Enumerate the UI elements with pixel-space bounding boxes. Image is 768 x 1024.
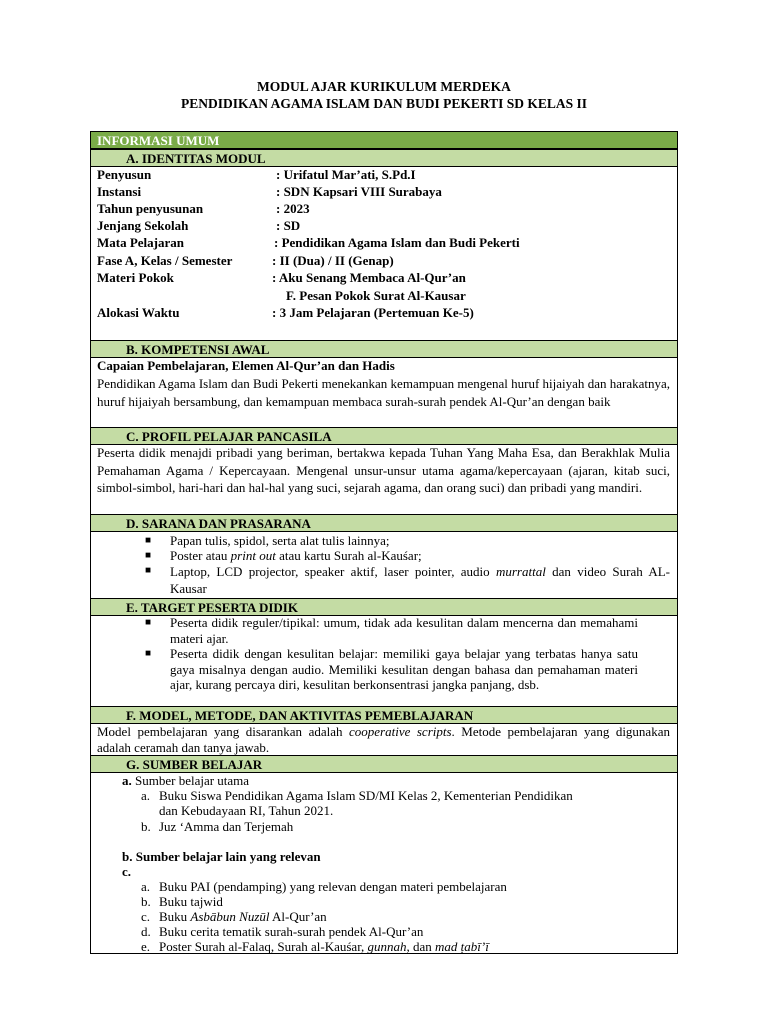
list-marker: e. — [141, 939, 151, 954]
list-item: Buku PAI (pendamping) yang relevan dengan materi pembelajaran — [159, 879, 507, 894]
list-marker: a. — [141, 788, 151, 803]
identitas-label: Instansi — [97, 184, 142, 199]
profil-text: Peserta didik menajdi pribadi yang beriman, bertakwa kepada Tuhan Yang Maha Esa, dan Berakhlak Mulia Pemahaman Agama / Kepercayaan. Mengenal unsur-unsur utama agama/kepercayaan (ajaran, kitab suci, simbol-simbol, hari-hari dan hal-hal yang suci, sejarah agama, dan orang suci) dan pribadi yang mandiri. — [97, 445, 670, 495]
list-marker: a. — [141, 879, 151, 894]
identitas-value: : Pendidikan Agama Islam dan Budi Pekerti — [274, 235, 520, 250]
identitas-value: : II (Dua) / II (Genap) — [272, 253, 394, 268]
list-item: Buku cerita tematik surah-surah pendek Al-Qur’an — [159, 924, 424, 939]
identitas-value: : 2023 — [276, 201, 310, 216]
list-item: Juz ‘Amma dan Terjemah — [159, 819, 294, 834]
section-informasi-umum: INFORMASI UMUM — [90, 131, 678, 149]
section-target-peserta: E. TARGET PESERTA DIDIK — [90, 598, 678, 616]
list-item: Papan tulis, spidol, serta alat tulis lainnya; — [170, 533, 390, 548]
identitas-label: Alokasi Waktu — [97, 305, 180, 320]
document-subtitle: PENDIDIKAN AGAMA ISLAM DAN BUDI PEKERTI SD KELAS II — [180, 96, 588, 111]
list-item: Buku Siswa Pendidikan Agama Islam SD/MI Kelas 2, Kementerian Pendidikan — [159, 788, 573, 803]
capaian-subtitle: Capaian Pembelajaran, Elemen Al-Qur’an dan Hadis — [97, 358, 395, 373]
list-marker: c. — [122, 864, 132, 879]
identitas-value: : SDN Kapsari VIII Surabaya — [276, 184, 442, 199]
identitas-label: Mata Pelajaran — [97, 235, 185, 250]
list-item: Poster Surah al-Falaq, Surah al-Kauśar, gunnah, dan mad ṭabī’ī — [159, 939, 489, 954]
identitas-value: F. Pesan Pokok Surat Al-Kausar — [286, 288, 466, 303]
list-item: Laptop, LCD projector, speaker aktif, laser pointer, audio murrattal dan video Surah AL-Kausar — [170, 564, 670, 596]
bullet-icon: ■ — [145, 550, 152, 561]
identitas-value: : SD — [276, 218, 301, 233]
list-item: Peserta didik dengan kesulitan belajar: memiliki gaya belajar yang terbatas hanya satu gaya misalnya dengan audio. Memiliki kesulitan dengan bahasa dan pemahaman materi ajar, kurang percaya diri, kesulitan berkonsentrasi jangka panjang, dsb. — [170, 646, 638, 692]
bullet-icon: ■ — [145, 535, 152, 546]
list-item: dan Kebudayaan RI, Tahun 2021. — [159, 803, 334, 818]
identitas-label: Jenjang Sekolah — [97, 218, 189, 233]
list-marker: b. — [141, 819, 151, 834]
list-marker: b. — [141, 894, 151, 909]
section-kompetensi-awal: B. KOMPETENSI AWAL — [90, 340, 678, 358]
bullet-icon: ■ — [145, 617, 152, 628]
identitas-value: : Aku Senang Membaca Al-Qur’an — [272, 270, 466, 285]
sumber-lain-label: b. Sumber belajar lain yang relevan — [122, 849, 321, 864]
identitas-label: Fase A, Kelas / Semester — [97, 253, 233, 268]
model-text: Model pembelajaran yang disarankan adalah cooperative scripts. Metode pembelajaran yang digunakan adalah ceramah dan tanya jawab. — [97, 724, 670, 755]
list-marker: d. — [141, 924, 151, 939]
list-item: Buku Asbābun Nuzūl Al-Qur’an — [159, 909, 327, 924]
list-marker: c. — [141, 909, 151, 924]
list-item: Buku tajwid — [159, 894, 223, 909]
identitas-label: Penyusun — [97, 167, 152, 182]
list-item: Peserta didik reguler/tipikal: umum, tidak ada kesulitan dalam mencerna dan memahami materi ajar. — [170, 615, 638, 646]
document-title: MODUL AJAR KURIKULUM MERDEKA — [257, 79, 511, 94]
identitas-label: Materi Pokok — [97, 270, 174, 285]
sumber-utama-label: a. Sumber belajar utama — [122, 773, 250, 788]
section-sarana-prasarana: D. SARANA DAN PRASARANA — [90, 514, 678, 532]
section-sumber-belajar: G. SUMBER BELAJAR — [90, 755, 678, 773]
section-model-metode: F. MODEL, METODE, DAN AKTIVITAS PEMEBLAJARAN — [90, 706, 678, 724]
list-item: Poster atau print out atau kartu Surah al-Kauśar; — [170, 548, 422, 563]
section-profil-pelajar: C. PROFIL PELAJAR PANCASILA — [90, 427, 678, 445]
kompetensi-text: Pendidikan Agama Islam dan Budi Pekerti menekankan kemampuan mengenal huruf hijaiyah dan harakatnya, huruf hijaiyah bersambung, dan kemampuan membaca surah-surah pendek Al-Qur’an dengan baik — [97, 376, 670, 409]
section-identitas-modul: A. IDENTITAS MODUL — [90, 149, 678, 167]
identitas-value: : Urifatul Mar’ati, S.Pd.I — [276, 167, 416, 182]
bullet-icon: ■ — [145, 565, 152, 576]
identitas-value: : 3 Jam Pelajaran (Pertemuan Ke-5) — [272, 305, 474, 320]
identitas-label: Tahun penyusunan — [97, 201, 204, 216]
bullet-icon: ■ — [145, 648, 152, 659]
